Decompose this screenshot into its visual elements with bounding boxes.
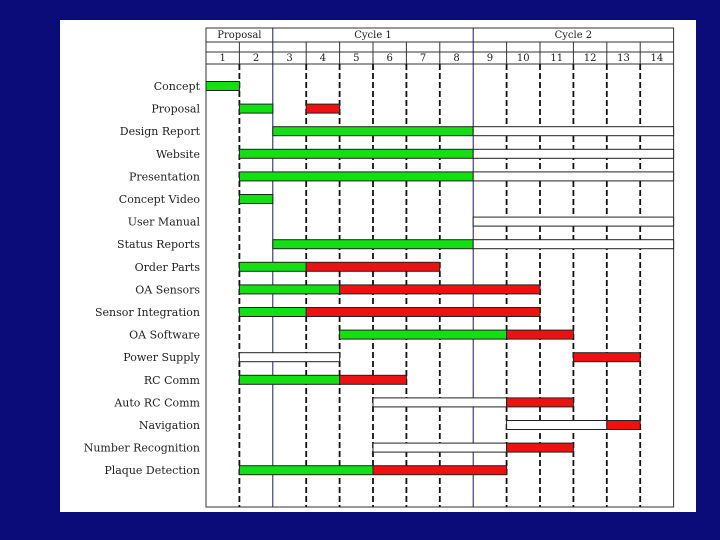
task-label: Navigation <box>138 419 200 432</box>
task-bar-red <box>340 375 407 384</box>
task-bar-green <box>239 375 339 384</box>
task-bar-red <box>507 443 574 452</box>
week-number: 13 <box>617 53 630 64</box>
task-label: Status Reports <box>117 238 200 252</box>
task-bar-open <box>507 421 607 430</box>
phase-label: Cycle 1 <box>354 30 392 41</box>
task-bar-open <box>473 149 673 158</box>
task-bar-green <box>239 104 272 113</box>
task-bar-open <box>373 443 507 452</box>
task-bar-green <box>239 466 373 475</box>
week-number: 12 <box>583 53 597 64</box>
week-number: 3 <box>286 53 293 64</box>
phase-label: Proposal <box>217 30 262 41</box>
task-label: OA Software <box>129 328 200 342</box>
task-bar-red <box>340 285 540 294</box>
week-number: 8 <box>453 53 460 64</box>
task-bar-open <box>473 172 673 181</box>
task-bar-red <box>573 353 640 362</box>
task-label: Proposal <box>151 102 200 116</box>
task-bar-green <box>239 172 473 181</box>
task-bar-open <box>473 127 673 136</box>
slide-canvas <box>60 20 696 512</box>
task-bar-green <box>239 285 339 294</box>
task-bar-green <box>340 330 507 339</box>
week-number: 10 <box>516 53 530 64</box>
task-bar-red <box>607 421 640 430</box>
task-label: Auto RC Comm <box>114 396 200 410</box>
gantt-chart <box>60 20 696 512</box>
task-bar-open <box>473 240 673 249</box>
week-number: 2 <box>252 53 260 64</box>
task-bar-red <box>373 466 507 475</box>
task-label: Sensor Integration <box>94 306 200 319</box>
task-bar-red <box>507 398 574 407</box>
task-label: Concept Video <box>118 193 200 206</box>
task-bar-open <box>473 217 673 226</box>
task-label: OA Sensors <box>135 283 200 297</box>
task-bar-open <box>373 398 507 407</box>
task-label: RC Comm <box>143 373 200 387</box>
task-label: Plaque Detection <box>104 464 200 478</box>
task-bar-red <box>306 104 339 113</box>
week-number: 5 <box>353 53 360 64</box>
task-bar-red <box>306 262 440 271</box>
task-bar-green <box>273 240 473 249</box>
task-bar-green <box>239 308 306 317</box>
task-bar-green <box>273 127 473 136</box>
task-bar-green <box>239 195 272 204</box>
task-label: Concept <box>153 80 200 93</box>
phase-label: Cycle 2 <box>554 30 593 41</box>
task-label: Number Recognition <box>83 441 200 455</box>
week-number: 7 <box>419 53 427 64</box>
week-number: 1 <box>219 53 226 64</box>
week-number: 9 <box>486 53 494 64</box>
task-bar-red <box>306 308 540 317</box>
week-number: 14 <box>650 53 664 64</box>
task-bar-green <box>206 82 239 91</box>
task-bar-green <box>239 149 473 158</box>
week-number: 6 <box>386 53 393 64</box>
task-label: Order Parts <box>134 260 200 274</box>
task-bar-open <box>239 353 339 362</box>
task-label: Design Report <box>119 125 200 139</box>
task-bar-green <box>239 262 306 271</box>
week-number: 4 <box>319 53 327 64</box>
task-label: Power Supply <box>123 351 200 365</box>
task-bar-red <box>507 330 574 339</box>
task-label: Presentation <box>128 170 200 184</box>
task-label: User Manual <box>127 215 200 229</box>
week-number: 11 <box>550 53 564 64</box>
task-label: Website <box>155 147 200 161</box>
